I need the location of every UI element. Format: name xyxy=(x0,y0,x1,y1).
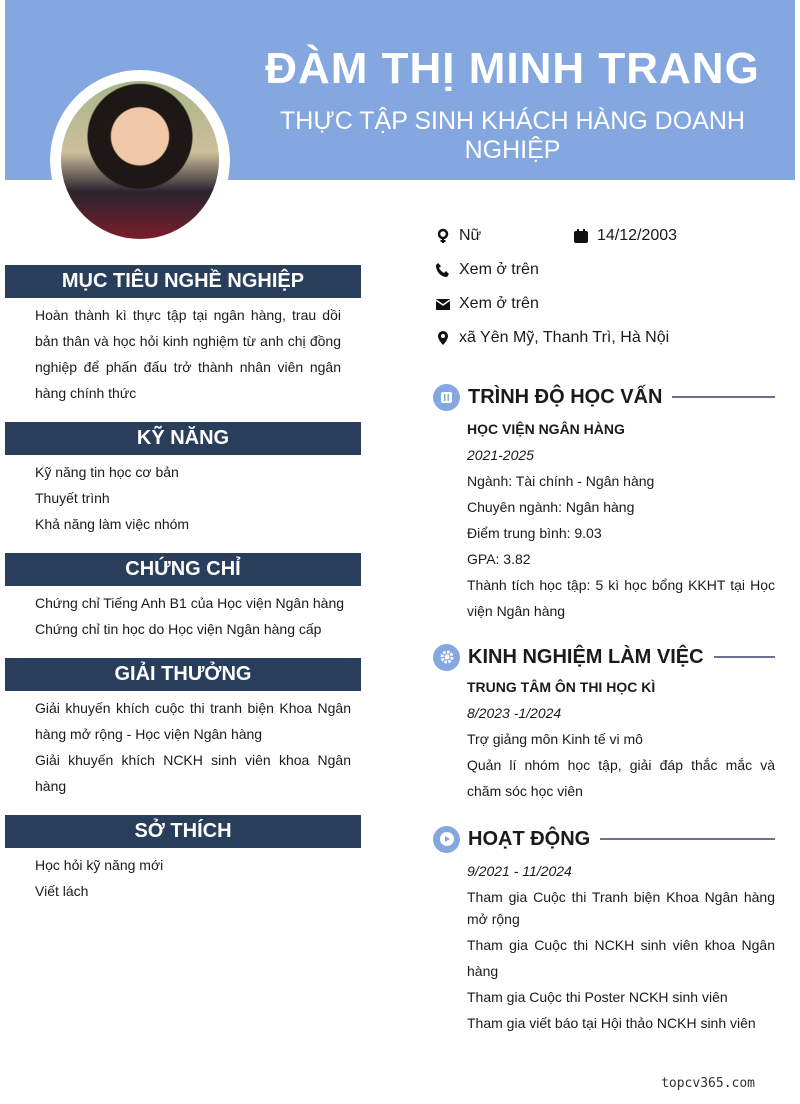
gender: Nữ xyxy=(459,227,482,244)
objective-text: Hoàn thành kì thực tập tại ngân hàng, trau dồi bản thân và học hỏi kinh nghiệm từ anh chị đồng nghiệp để phấn đấu trở thành nhân viên ngân hàng chính thức xyxy=(35,307,341,401)
divider xyxy=(714,656,775,658)
divider xyxy=(600,838,775,840)
date-range: 8/2023 -1/2024 xyxy=(467,705,562,721)
list-item: Chuyên ngành: Ngân hàng xyxy=(467,499,635,515)
watermark: topcv365.com xyxy=(661,1076,755,1091)
list-item: Ngành: Tài chính - Ngân hàng xyxy=(467,473,655,489)
list-item: Giải khuyến khích cuộc thi tranh biện Khoa Ngân hàng mở rộng - Học viện Ngân hàng xyxy=(35,700,351,742)
divider xyxy=(672,396,775,398)
list-item: GPA: 3.82 xyxy=(467,551,531,567)
objective-section xyxy=(5,265,361,406)
list-item: Quản lí nhóm học tập, giải đáp thắc mắc và chăm sóc học viên xyxy=(467,757,775,799)
birthday: 14/12/2003 xyxy=(597,227,678,244)
list-item: Học hỏi kỹ năng mới xyxy=(35,857,164,873)
education-section xyxy=(433,382,775,624)
section-title: TRÌNH ĐỘ HỌC VẤN xyxy=(468,385,663,408)
location-pin-icon xyxy=(435,330,451,346)
book-icon xyxy=(433,384,460,411)
list-item: Điểm trung bình: 9.03 xyxy=(467,525,602,541)
list-item: Chứng chỉ Tiếng Anh B1 của Học viện Ngân hàng xyxy=(35,595,345,611)
job-title: THỰC TẬP SINH KHÁCH HÀNG DOANH NGHIỆP xyxy=(280,107,745,164)
list-item: Thuyết trình xyxy=(35,490,110,506)
birthday-row xyxy=(573,227,677,245)
play-circle-icon xyxy=(433,826,460,853)
avatar-image xyxy=(61,81,219,239)
address: xã Yên Mỹ, Thanh Trì, Hà Nội xyxy=(459,329,670,346)
institution: HỌC VIỆN NGÂN HÀNG xyxy=(467,421,625,437)
phone-icon xyxy=(435,262,451,278)
date-range: 9/2021 - 11/2024 xyxy=(467,863,572,879)
list-item: Trợ giảng môn Kinh tế vi mô xyxy=(467,731,643,747)
section-title: KINH NGHIỆM LÀM VIỆC xyxy=(468,645,704,668)
list-item: Tham gia Cuộc thi Poster NCKH sinh viên xyxy=(467,989,728,1005)
calendar-icon xyxy=(573,228,589,244)
hobbies-section xyxy=(5,815,361,904)
section-title: CHỨNG CHỈ xyxy=(5,553,361,586)
activities-section xyxy=(433,824,775,1036)
section-title: GIẢI THƯỞNG xyxy=(5,658,361,691)
list-item: Tham gia viết báo tại Hội thảo NCKH sinh viên xyxy=(467,1015,756,1031)
address-row xyxy=(435,329,669,347)
company: TRUNG TÂM ÔN THI HỌC KÌ xyxy=(467,679,656,695)
list-item: Viết lách xyxy=(35,883,89,899)
candidate-name: ĐÀM THỊ MINH TRANG xyxy=(265,44,760,93)
list-item: Chứng chỉ tin học do Học viện Ngân hàng cấp xyxy=(35,621,322,637)
avatar xyxy=(50,70,230,250)
email: Xem ở trên xyxy=(459,295,539,312)
list-item: Giải khuyến khích NCKH sinh viên khoa Ngân hàng xyxy=(35,752,351,794)
envelope-icon xyxy=(435,296,451,312)
date-range: 2021-2025 xyxy=(467,447,534,463)
list-item: Khả năng làm việc nhóm xyxy=(35,516,190,532)
gear-icon xyxy=(433,644,460,671)
phone: Xem ở trên xyxy=(459,261,539,278)
section-title: HOẠT ĐỘNG xyxy=(468,827,591,850)
list-item: Thành tích học tập: 5 kì học bổng KKHT tại Học viện Ngân hàng xyxy=(467,577,775,619)
list-item: Tham gia Cuộc thi Tranh biện Khoa Ngân hàng mở rộng xyxy=(467,889,775,927)
list-item: Kỹ năng tin học cơ bản xyxy=(35,464,179,480)
section-title: KỸ NĂNG xyxy=(5,422,361,455)
phone-row xyxy=(435,261,539,279)
email-row xyxy=(435,295,539,313)
section-title: SỞ THÍCH xyxy=(5,815,361,848)
experience-section xyxy=(433,642,775,804)
list-item: Tham gia Cuộc thi NCKH sinh viên khoa Ngân hàng xyxy=(467,937,775,979)
awards-section xyxy=(5,658,361,799)
gender-row xyxy=(435,227,481,245)
section-title: MỤC TIÊU NGHỀ NGHIỆP xyxy=(5,265,361,298)
certificates-section xyxy=(5,553,361,642)
gender-icon xyxy=(435,228,451,244)
skills-section xyxy=(5,422,361,537)
